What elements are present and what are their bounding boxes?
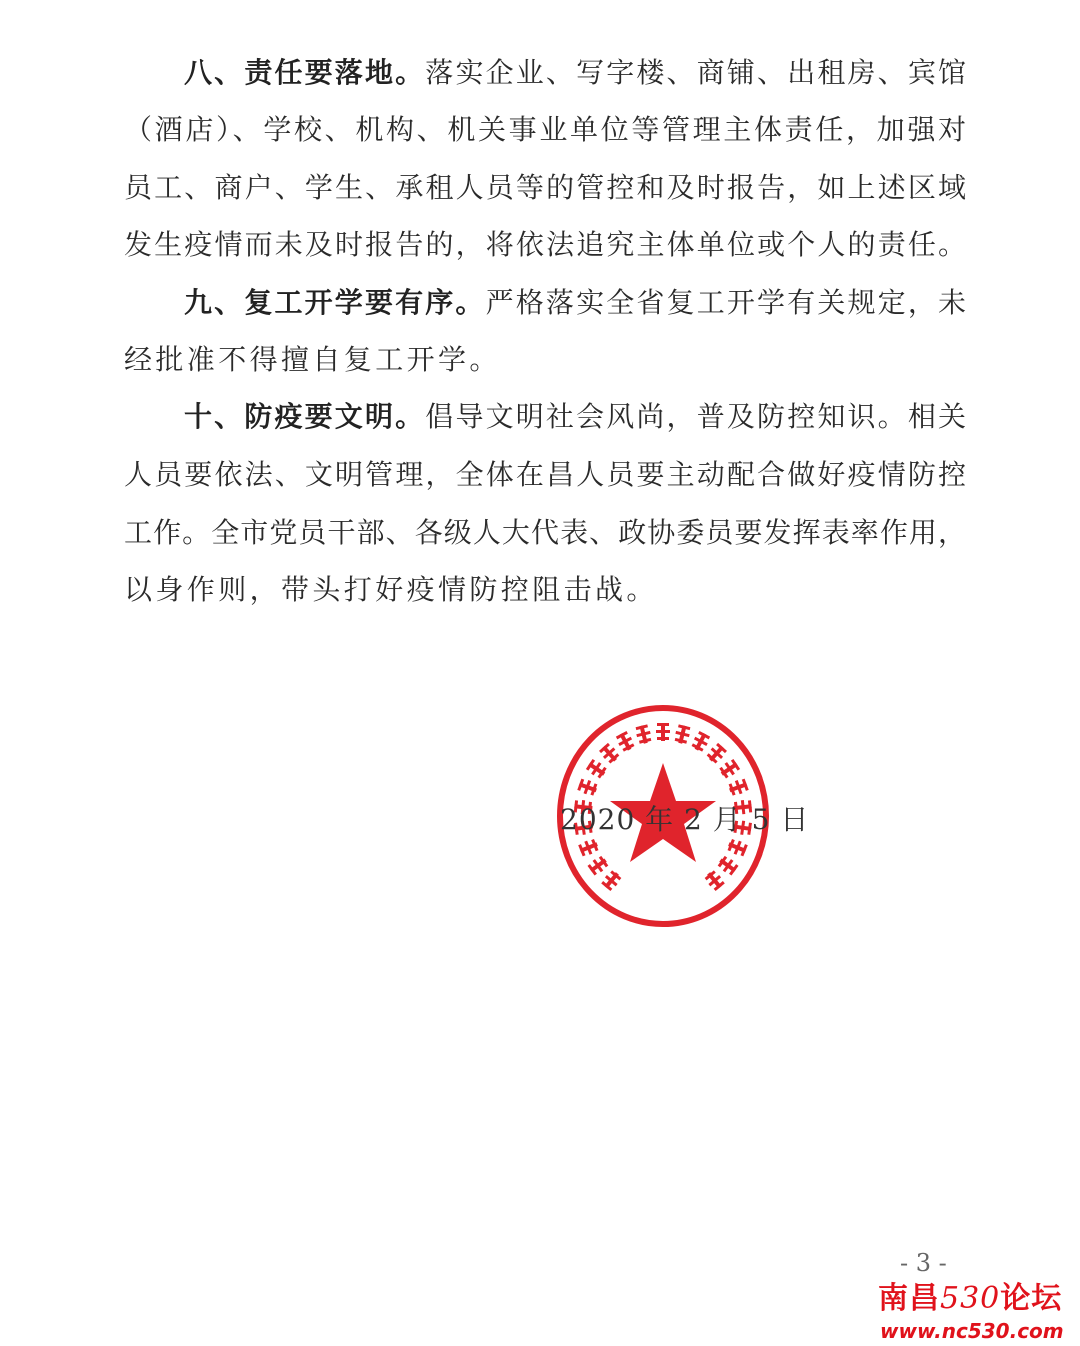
seal-glyph-mark (615, 731, 636, 753)
page-number: - 3 - (900, 1249, 947, 1277)
seal-glyph-mark (587, 854, 610, 876)
watermark-logo: 南昌530论坛 (878, 1281, 1063, 1316)
paragraph-8-line-4: 发生疫情而未及时报告的，将依法追究主体单位或个人的责任。 (124, 228, 966, 261)
watermark-url: www.nc530.com (880, 1319, 1064, 1343)
paragraph-10-line-1: 十、防疫要文明。倡导文明社会风尚，普及防控知识。相关 (184, 400, 966, 433)
seal-glyph-mark (718, 758, 741, 780)
paragraph-10-line-3: 工作。全市党员干部、各级人大代表、政协委员要发挥表率作用， (124, 516, 966, 549)
seal-glyph-mark (635, 724, 653, 745)
section-heading: 八、责任要落地。 (184, 56, 426, 89)
seal-glyph-mark (656, 723, 670, 741)
seal-glyph-mark (577, 778, 599, 797)
seal-glyph-mark (600, 869, 622, 892)
paragraph-10-line-4: 以身作则，带头打好疫情防控阻击战。 (124, 573, 658, 606)
seal-glyph-mark (703, 869, 725, 892)
seal-stroke (656, 730, 670, 733)
seal-glyph-mark (726, 838, 748, 858)
section-heading: 十、防疫要文明。 (184, 400, 426, 433)
seal-glyph-mark (598, 742, 620, 765)
seal-glyph-mark (727, 778, 749, 797)
seal-glyph-mark (578, 838, 600, 858)
section-heading: 九、复工开学要有序。 (184, 286, 486, 319)
paragraph-8-line-3: 员工、商户、学生、承租人员等的管控和及时报告，如上述区域 (124, 171, 966, 204)
seal-glyph-mark (690, 731, 711, 753)
paragraph-9-line-1: 九、复工开学要有序。严格落实全省复工开学有关规定，未 (184, 286, 966, 319)
paragraph-10-line-2: 人员要依法、文明管理，全体在昌人员要主动配合做好疫情防控 (124, 458, 966, 491)
seal-glyph-mark (673, 724, 691, 745)
seal-stroke (657, 737, 669, 740)
seal-glyph-mark (585, 758, 608, 780)
paragraph-8-line-1: 八、责任要落地。落实企业、写字楼、商铺、出租房、宾馆 (184, 56, 966, 89)
paragraph-8-line-2: （酒店）、学校、机构、机关事业单位等管理主体责任，加强对 (124, 113, 966, 146)
paragraph-9-line-2: 经批准不得擅自复工开学。 (124, 343, 501, 376)
document-date: 2020 年 2 月 5 日 (560, 803, 810, 836)
seal-glyph-mark (716, 854, 739, 876)
seal-glyph-mark (705, 742, 727, 765)
